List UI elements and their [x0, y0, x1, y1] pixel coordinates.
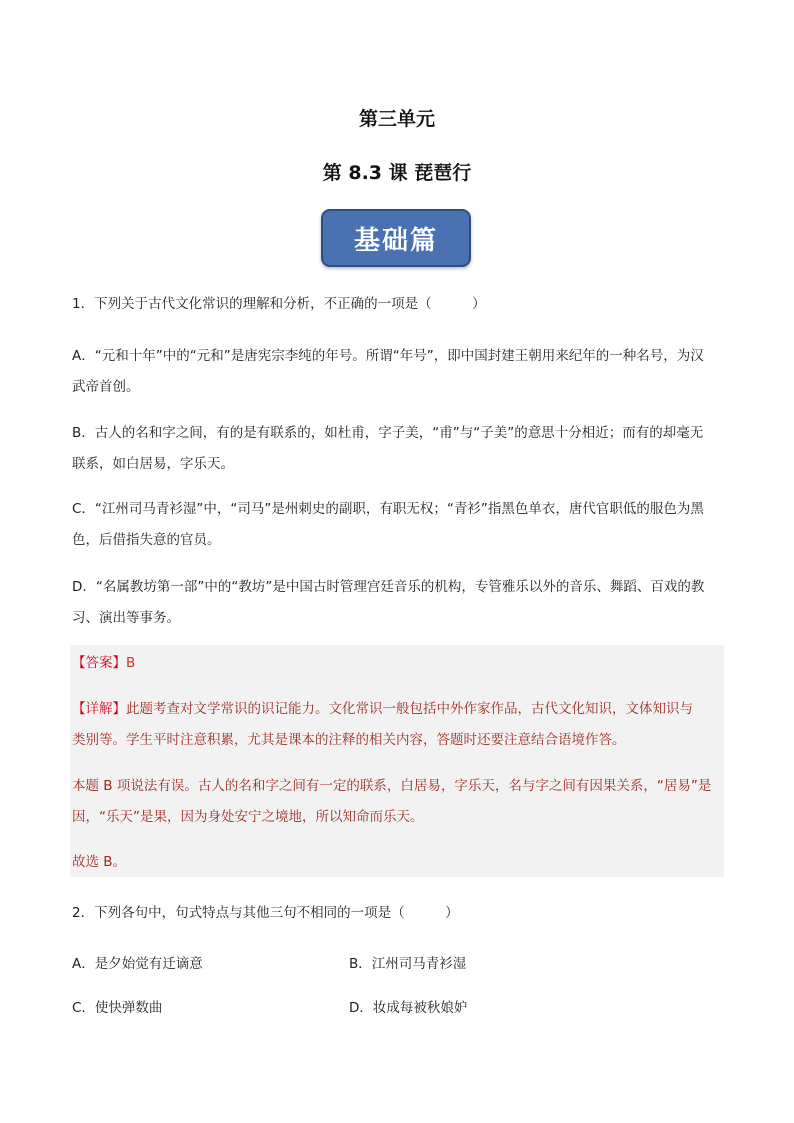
detail-text-1: 此题考查对文学常识的识记能力。文化常识一般包括中外作家作品，古代文化知识，文体知识与: [126, 701, 693, 717]
q2-option-a: A．是夕始觉有迁谪意: [72, 956, 203, 972]
answer-tag: 【答案】: [72, 655, 126, 671]
note-line1: 本题 B 项说法有误。古人的名和字之间有一定的联系，白居易，字乐天，名与字之间有因果关系，“居易”是: [72, 778, 712, 794]
q2-option-b: B．江州司马青衫湿: [349, 956, 467, 972]
conclusion-line: 故选 B。: [72, 854, 127, 870]
section-badge: 基础篇: [321, 209, 471, 267]
q1-option-c-line1: C．“江州司马青衫湿”中，“司马”是州刺史的副职，有职无权；“青衫”指黑色单衣，唐代官职低的服色为黑: [72, 501, 704, 517]
q1-option-a-line1: A．“元和十年”中的“元和”是唐宪宗李纯的年号。所谓“年号”，即中国封建王朝用来纪年的一种名号，为汉: [72, 348, 704, 364]
q2-option-d: D．妆成每被秋娘妒: [349, 1000, 468, 1016]
q1-option-c-line2: 色，后借指失意的官员。: [72, 532, 221, 548]
q1-option-d-line2: 习、演出等事务。: [72, 610, 180, 626]
answer-value: B: [126, 655, 136, 671]
question-2-stem: 2．下列各句中，句式特点与其他三句不相同的一项是（ ）: [72, 905, 459, 921]
q1-option-d-line1: D．“名属教坊第一部”中的“教坊”是中国古时管理宫廷音乐的机构，专管雅乐以外的音乐、舞蹈、百戏的教: [72, 579, 705, 595]
question-1-stem: 1．下列关于古代文化常识的理解和分析，不正确的一项是（ ）: [72, 296, 486, 312]
answer-line: [72, 653, 724, 673]
lesson-title: 第 8.3 课 琵琶行: [322, 162, 472, 184]
q2-option-c: C．使快弹数曲: [72, 1000, 163, 1016]
detail-line2: 类别等。学生平时注意积累，尤其是课本的注释的相关内容，答题时还要注意结合语境作答。: [72, 732, 626, 748]
detail-line1: [72, 699, 724, 719]
unit-title: 第三单元: [358, 108, 435, 130]
q1-option-a-line2: 武帝首创。: [72, 379, 140, 395]
note-line2: 因，“乐天”是果，因为身处安宁之境地，所以知命而乐天。: [72, 809, 424, 825]
answer-box: [70, 645, 724, 877]
q1-option-b-line1: B．古人的名和字之间，有的是有联系的，如杜甫，字子美，“甫”与“子美”的意思十分相近；而有的却毫无: [72, 425, 704, 441]
detail-tag: 【详解】: [72, 701, 126, 717]
q1-option-b-line2: 联系，如白居易，字乐天。: [72, 456, 234, 472]
